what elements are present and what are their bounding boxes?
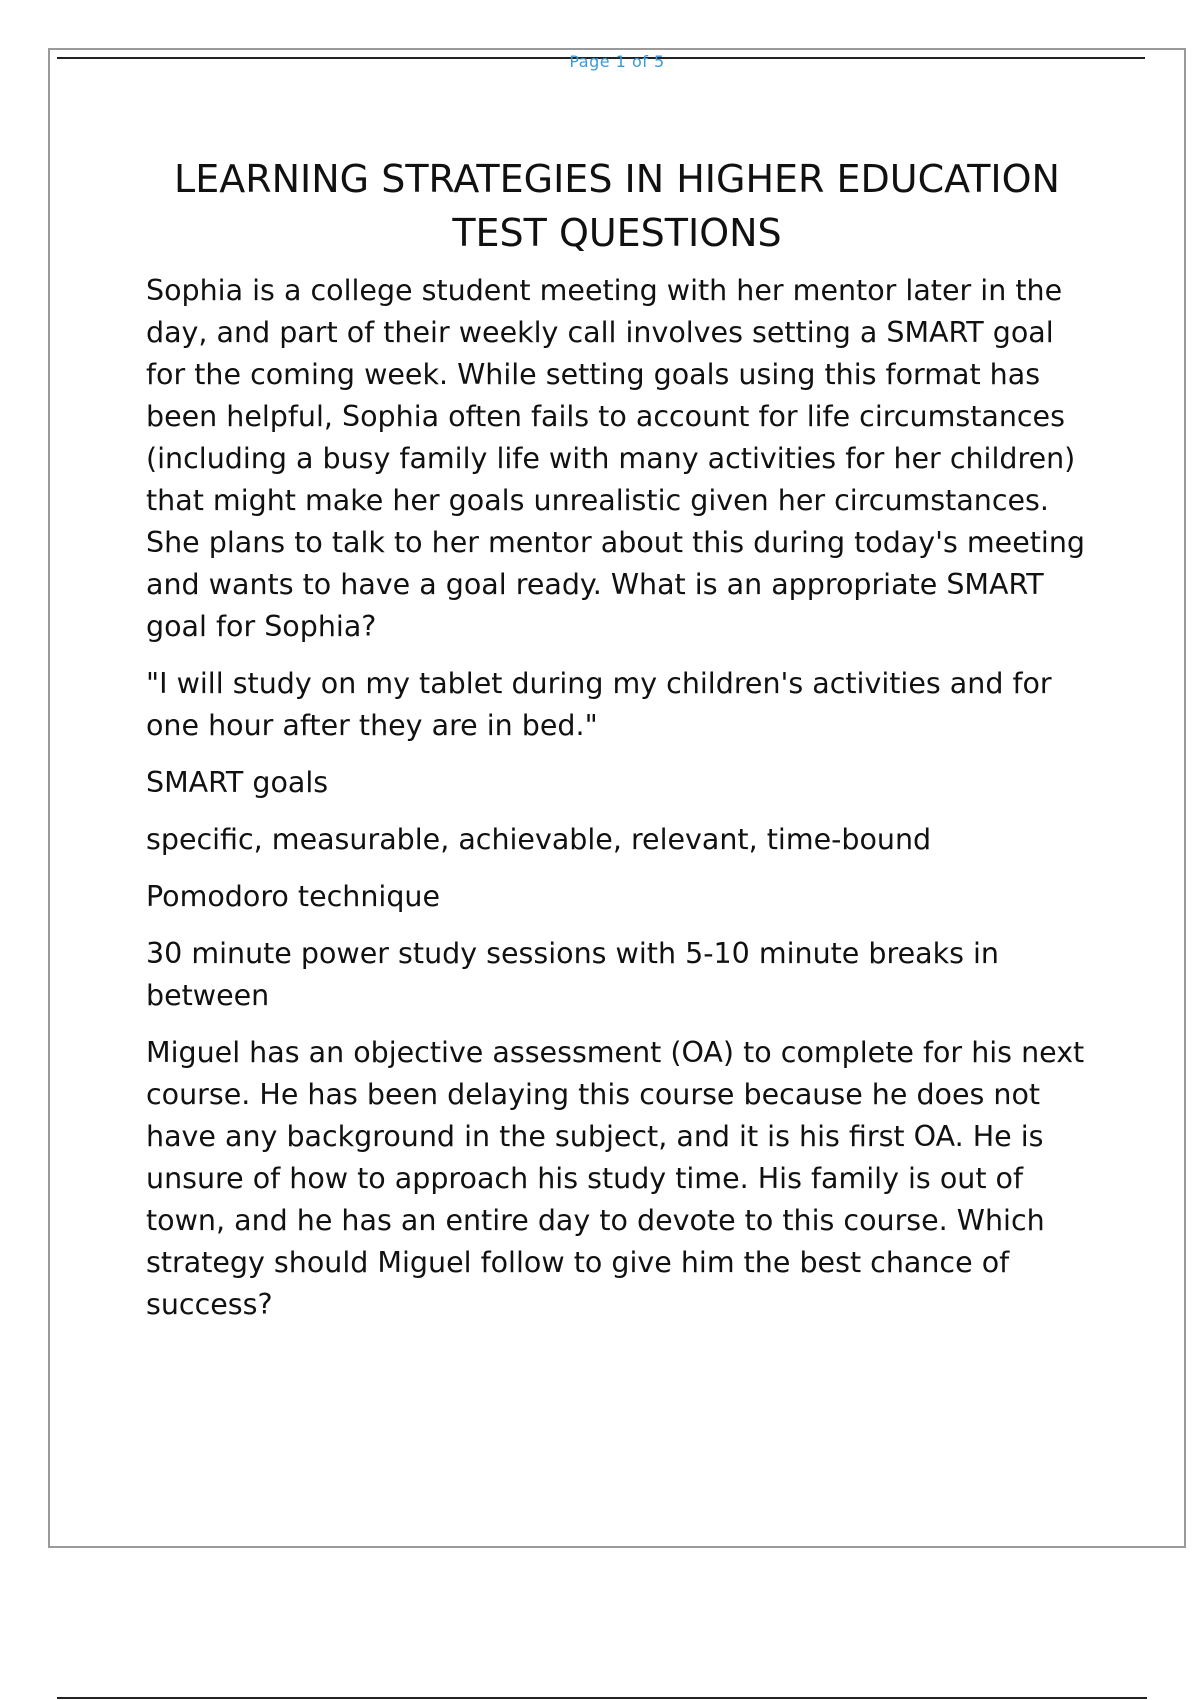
definition-smart-goals: specific, measurable, achievable, relevant, time-bound	[146, 823, 932, 856]
term-pomodoro: Pomodoro technique	[146, 880, 441, 913]
footer-rule	[57, 1697, 1147, 1699]
document-body	[146, 270, 1086, 1341]
question-sophia: Sophia is a college student meeting with her mentor later in the day, and part of their weekly call involves setting a SMART goal for the coming week. While setting goals using this format has been helpful, Sophia often fails to account for life circumstances (including a busy family life with many activities for her children) that might make her goals unrealistic given her circumstances. She plans to talk to her mentor about this during today's meeting and wants to have a goal ready. What is an appropriate SMART goal for Sophia?	[146, 274, 1085, 643]
term-smart-goals: SMART goals	[146, 766, 329, 799]
question-miguel: Miguel has an objective assessment (OA) to complete for his next course. He has been delaying this course because he does not have any background in the subject, and it is his first OA. He is unsure of how to approach his study time. His family is out of town, and he has an entire day to devote to this course. Which strategy should Miguel follow to give him the best chance of success?	[146, 1036, 1085, 1321]
title-line-2: TEST QUESTIONS	[452, 211, 782, 255]
document-title	[100, 152, 1134, 260]
title-line-1: LEARNING STRATEGIES IN HIGHER EDUCATION	[174, 157, 1060, 201]
definition-pomodoro: 30 minute power study sessions with 5-10 minute breaks in between	[146, 937, 999, 1012]
page-indicator: Page 1 of 5	[569, 52, 665, 71]
answer-sophia: "I will study on my tablet during my children's activities and for one hour after they are in bed."	[146, 667, 1052, 742]
